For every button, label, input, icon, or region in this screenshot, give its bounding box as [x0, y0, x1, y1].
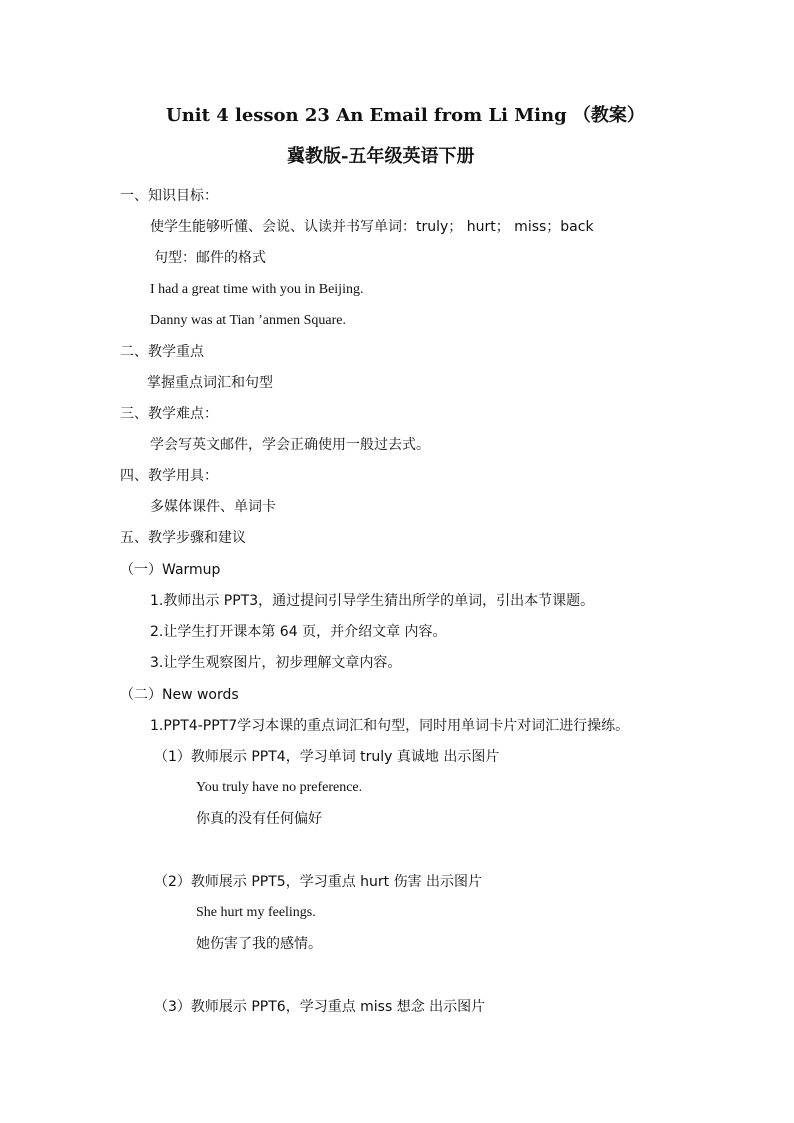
hurt-example-en: She hurt my feelings. [196, 905, 316, 920]
sentence-pattern-line: 句型：邮件的格式 [154, 250, 266, 266]
warmup-step-2: 2.让学生打开课本第 64 页，并介绍文章 内容。 [150, 624, 447, 640]
section-heading-5: 五、教学步骤和建议 [120, 530, 246, 546]
subsection-warmup: （一）Warmup [120, 562, 221, 578]
new-words-step-1: 1.PPT4-PPT7学习本课的重点词汇和句型，同时用单词卡片对词汇进行操练。 [150, 718, 630, 734]
section-heading-3: 三、教学难点： [120, 406, 218, 422]
vocab-line: 使学生能够听懂、会说、认读并书写单词：truly； hurt； miss；back [150, 219, 594, 235]
hurt-example-cn: 她伤害了我的感情。 [196, 936, 322, 952]
item-truly: （1）教师展示 PPT4，学习单词 truly 真诚地 出示图片 [154, 749, 500, 765]
warmup-step-3: 3.让学生观察图片，初步理解文章内容。 [150, 655, 402, 671]
section-heading-4: 四、教学用具： [120, 468, 218, 484]
difficulty-line: 学会写英文邮件，学会正确使用一般过去式。 [150, 437, 430, 453]
item-hurt: （2）教师展示 PPT5，学习重点 hurt 伤害 出示图片 [154, 874, 483, 890]
truly-example-cn: 你真的没有任何偏好 [196, 811, 322, 827]
key-points-line: 掌握重点词汇和句型 [147, 375, 273, 391]
example-sentence-2: Danny was at Tian ’anmen Square. [150, 313, 346, 328]
page-subtitle: 冀教版-五年级英语下册 [287, 146, 475, 167]
item-miss: （3）教师展示 PPT6，学习重点 miss 想念 出示图片 [154, 999, 486, 1015]
tools-line: 多媒体课件、单词卡 [150, 499, 276, 515]
page-title: Unit 4 lesson 23 An Email from Li Ming （教案） [166, 105, 645, 126]
subsection-new-words: （二）New words [120, 687, 239, 703]
section-heading-2: 二、教学重点 [120, 344, 204, 360]
section-heading-1: 一、知识目标： [120, 188, 218, 204]
warmup-step-1: 1.教师出示 PPT3，通过提问引导学生猜出所学的单词，引出本节课题。 [150, 593, 595, 609]
truly-example-en: You truly have no preference. [196, 780, 363, 795]
example-sentence-1: I had a great time with you in Beijing. [150, 282, 364, 297]
